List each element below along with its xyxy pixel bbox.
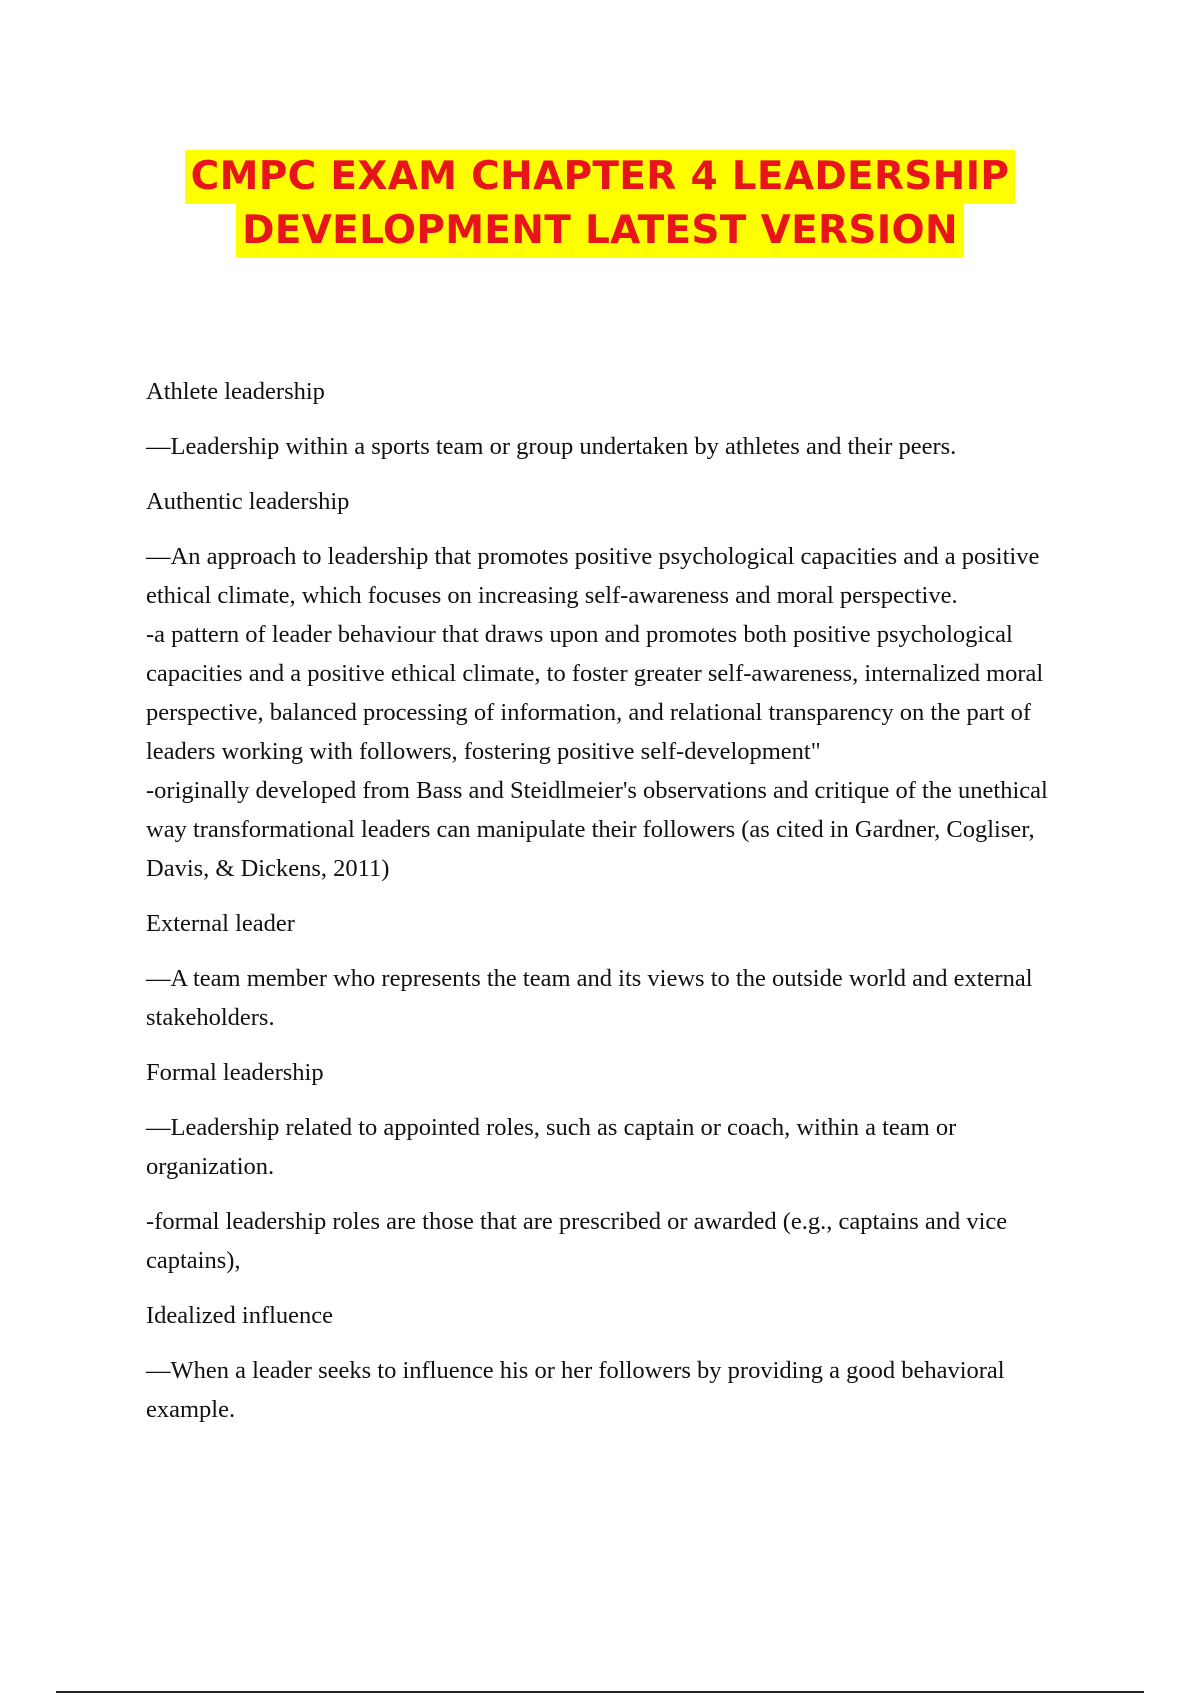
- term-external-leader: External leader: [146, 910, 295, 937]
- definition-athlete-leadership: —Leadership within a sports team or group undertaken by athletes and their peers.: [146, 433, 957, 460]
- term-formal-leadership: Formal leadership: [146, 1059, 324, 1086]
- term-athlete-leadership: Athlete leadership: [146, 378, 325, 405]
- document-body: [146, 372, 1066, 1445]
- definition-formal-leadership: —Leadership related to appointed roles, such as captain or coach, within a team or organization.: [146, 1114, 957, 1180]
- definition-authentic-leadership: —An approach to leadership that promotes positive psychological capacities and a positive ethical climate, which focuses on increasing self-awareness and moral perspective.: [146, 543, 1040, 609]
- term-authentic-leadership: Authentic leadership: [146, 488, 350, 515]
- note-authentic-leadership-1: -a pattern of leader behaviour that draws upon and promotes both positive psychological capacities and a positive ethical climate, to foster greater self-awareness, internalized moral perspective, balanced processing of information, and relational transparency on the part of leaders working with followers, fostering positive self-development": [146, 621, 1044, 765]
- note-authentic-leadership-2: -originally developed from Bass and Steidlmeier's observations and critique of the unethical way transformational leaders can manipulate their followers (as cited in Gardner, Cogliser, Davis, & Dickens, 2011): [146, 777, 1048, 882]
- title-line-2: DEVELOPMENT LATEST VERSION: [236, 204, 964, 258]
- definition-idealized-influence: —When a leader seeks to influence his or her followers by providing a good behavioral example.: [146, 1357, 1005, 1423]
- term-idealized-influence: Idealized influence: [146, 1302, 334, 1329]
- definition-external-leader: —A team member who represents the team and its views to the outside world and external stakeholders.: [146, 965, 1033, 1031]
- footer-divider: [56, 1691, 1144, 1693]
- page-title: [0, 150, 1200, 258]
- title-line-1: CMPC EXAM CHAPTER 4 LEADERSHIP: [185, 150, 1016, 204]
- note-formal-leadership-1: -formal leadership roles are those that are prescribed or awarded (e.g., captains and vice captains),: [146, 1208, 1008, 1274]
